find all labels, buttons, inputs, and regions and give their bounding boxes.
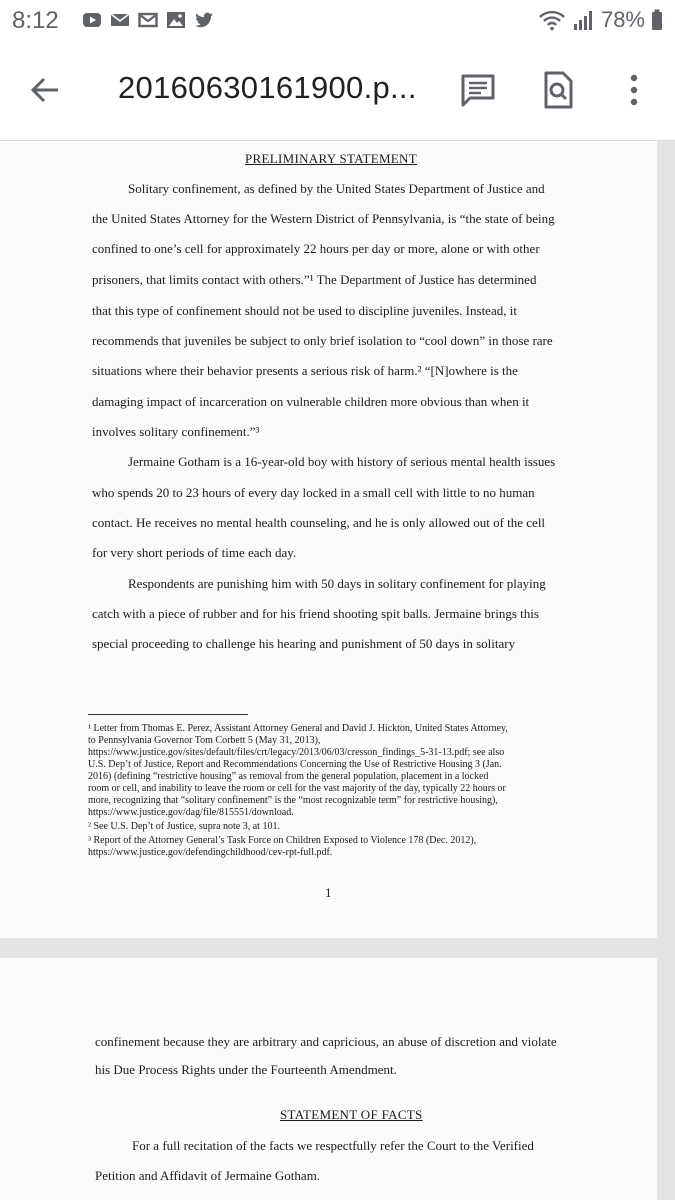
body-line: catch with a piece of rubber and for his friend shooting spit balls. Jermaine brings this <box>92 606 539 621</box>
battery-percent: 78% <box>600 7 645 32</box>
footnote-line: https://www.justice.gov/dag/file/815551/download. <box>88 807 294 818</box>
scrollbar[interactable] <box>663 141 669 1200</box>
footnote-line: ² See U.S. Dep’t of Justice, supra note 3, at 101. <box>88 821 280 832</box>
body-line: recommends that juveniles be subject to only brief isolation to “cool down” in those rare <box>92 333 553 348</box>
body-line: For a full recitation of the facts we respectfully refer the Court to the Verified <box>132 1138 534 1153</box>
notification-icons <box>82 11 214 29</box>
body-line: prisoners, that limits contact with others.”¹ The Department of Justice has determined <box>92 272 537 287</box>
body-line: his Due Process Rights under the Fourteenth Amendment. <box>95 1062 397 1077</box>
body-line: the United States Attorney for the Western District of Pennsylvania, is “the state of being <box>92 211 555 226</box>
gmail-icon <box>138 11 158 29</box>
page-number: 1 <box>325 885 332 900</box>
footnote-line: https://www.justice.gov/defendingchildhood/cev-rpt-full.pdf. <box>88 847 333 858</box>
status-time: 8:12 <box>12 7 59 34</box>
body-line: Respondents are punishing him with 50 days in solitary confinement for playing <box>128 576 546 591</box>
body-line: confined to one’s cell for approximately 22 hours per day or more, alone or with other <box>92 241 540 256</box>
back-arrow-icon[interactable] <box>22 68 66 112</box>
system-status <box>537 7 663 33</box>
document-page-2[interactable] <box>0 958 657 1200</box>
body-line: for very short periods of time each day. <box>92 545 297 560</box>
body-line: that this type of confinement should not be used to discipline juveniles. Instead, it <box>92 303 517 318</box>
body-line: Solitary confinement, as defined by the United States Department of Justice and <box>128 181 545 196</box>
body-line: confinement because they are arbitrary and capricious, an abuse of discretion and violate <box>95 1034 557 1049</box>
footnote-line: ³ Report of the Attorney General’s Task Force on Children Exposed to Violence 178 (Dec. 2012), <box>88 835 477 846</box>
statement-of-facts-heading: STATEMENT OF FACTS <box>280 1107 423 1122</box>
footnote-line: room or cell, and inability to leave the room or cell for the vast majority of the day, typically 22 hours or <box>88 783 506 794</box>
body-line: Petition and Affidavit of Jermaine Gotham. <box>95 1168 321 1183</box>
comment-icon[interactable] <box>456 68 500 112</box>
status-bar <box>0 0 675 40</box>
footnote-line: more, recognizing that “solitary confinement” is the “most recognizable term” for restrictive housing), <box>88 795 498 806</box>
footnote-line: U.S. Dep’t of Justice, Report and Recommendations Concerning the Use of Restrictive Housing 3 (Jan. <box>88 759 502 770</box>
gallery-icon <box>166 11 186 29</box>
footnote-line: to Pennsylvania Governor Tom Corbett 5 (May 31, 2013), <box>88 735 321 746</box>
body-line: Jermaine Gotham is a 16-year-old boy with history of serious mental health issues <box>128 454 556 469</box>
body-line: who spends 20 to 23 hours of every day locked in a small cell with little to no human <box>92 485 535 500</box>
preliminary-statement-heading: PRELIMINARY STATEMENT <box>245 151 417 166</box>
file-title: 20160630161900.p... <box>118 70 417 105</box>
body-line: contact. He receives no mental health counseling, and he is only allowed out of the cell <box>92 515 546 530</box>
body-line: special proceeding to challenge his hearing and punishment of 50 days in solitary <box>92 636 516 651</box>
body-line: situations where their behavior presents a serious risk of harm.² “[N]owhere is the <box>92 363 518 378</box>
app-bar <box>0 40 675 141</box>
signal-icon <box>573 9 595 31</box>
youtube-icon <box>82 11 102 29</box>
footnote-line: 2016) (defining “restrictive housing” as removal from the general population, placement in a locked <box>88 771 489 782</box>
footnote-divider <box>88 714 248 715</box>
body-line: involves solitary confinement.”³ <box>92 424 260 439</box>
body-line: damaging impact of incarceration on vulnerable children more obvious than when it <box>92 394 530 409</box>
wifi-icon <box>537 9 567 31</box>
email-icon <box>110 11 130 29</box>
document-page-1[interactable] <box>0 141 657 938</box>
more-vert-icon[interactable] <box>612 68 656 112</box>
footnote-line: https://www.justice.gov/sites/default/files/crt/legacy/2013/06/03/cresson_findings_5-31-13.pdf; see also <box>88 747 505 758</box>
footnote-line: ¹ Letter from Thomas E. Perez, Assistant Attorney General and David J. Hickton, United States Attorney, <box>88 723 508 734</box>
battery-icon <box>651 9 663 31</box>
find-in-page-icon[interactable] <box>536 68 580 112</box>
twitter-icon <box>194 11 214 29</box>
